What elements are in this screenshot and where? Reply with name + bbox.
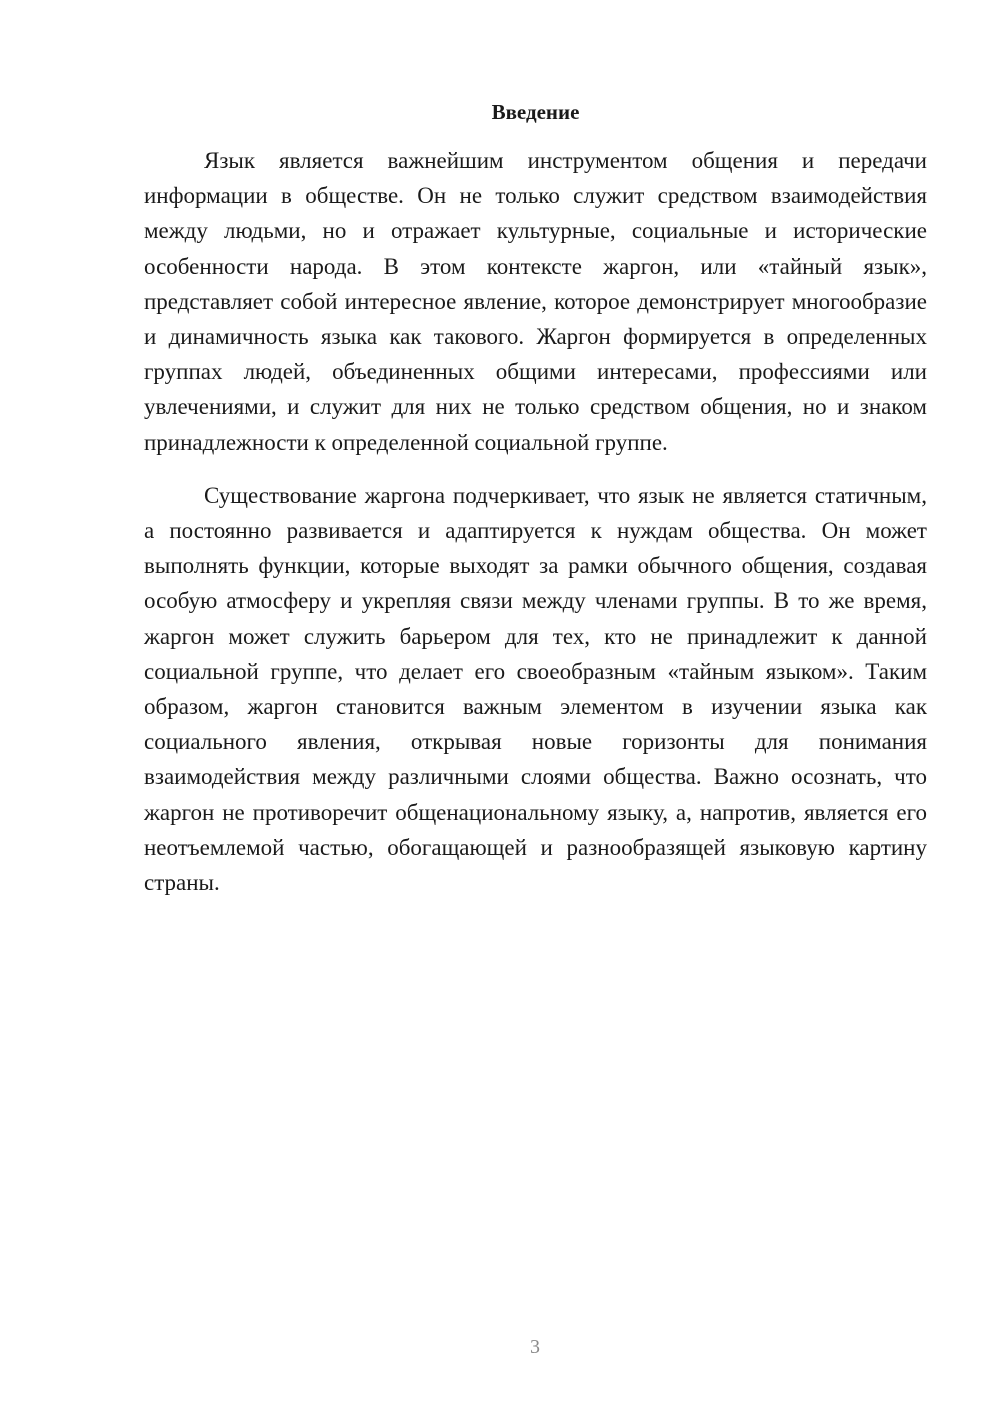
page-number: 3 <box>530 1336 540 1358</box>
paragraph-intro: Язык является важнейшим инструментом общения и передачи информации в обществе. Он не только служит средством взаимодействия между людьми, но и отражает культурные, социальные и исторические особенности народа. В этом контексте жаргон, или «тайный язык», представляет собой интересное явление, которое демонстрирует многообразие и динамичность языка как такового. Жаргон формируется в определенных группах людей, объединенных общими интересами, профессиями или увлечениями, и служит для них не только средством общения, но и знаком принадлежности к определенной социальной группе. <box>144 148 927 455</box>
body-text <box>144 143 927 918</box>
paragraph-jargon-existence: Существование жаргона подчеркивает, что язык не является статичным, а постоянно развивается и адаптируется к нуждам общества. Он может выполнять функции, которые выходят за рамки обычного общения, создавая особую атмосферу и укрепляя связи между членами группы. В то же время, жаргон может служить барьером для тех, кто не принадлежит к данной социальной группе, что делает его своеобразным «тайным языком». Таким образом, жаргон становится важным элементом в изучении языка как социального явления, открывая новые горизонты для понимания взаимодействия между различными слоями общества. Важно осознать, что жаргон не противоречит общенациональному языку, а, напротив, является его неотъемлемой частью, обогащающей и разнообразящей языковую картину страны. <box>144 482 927 896</box>
section-heading: Введение <box>491 100 580 124</box>
